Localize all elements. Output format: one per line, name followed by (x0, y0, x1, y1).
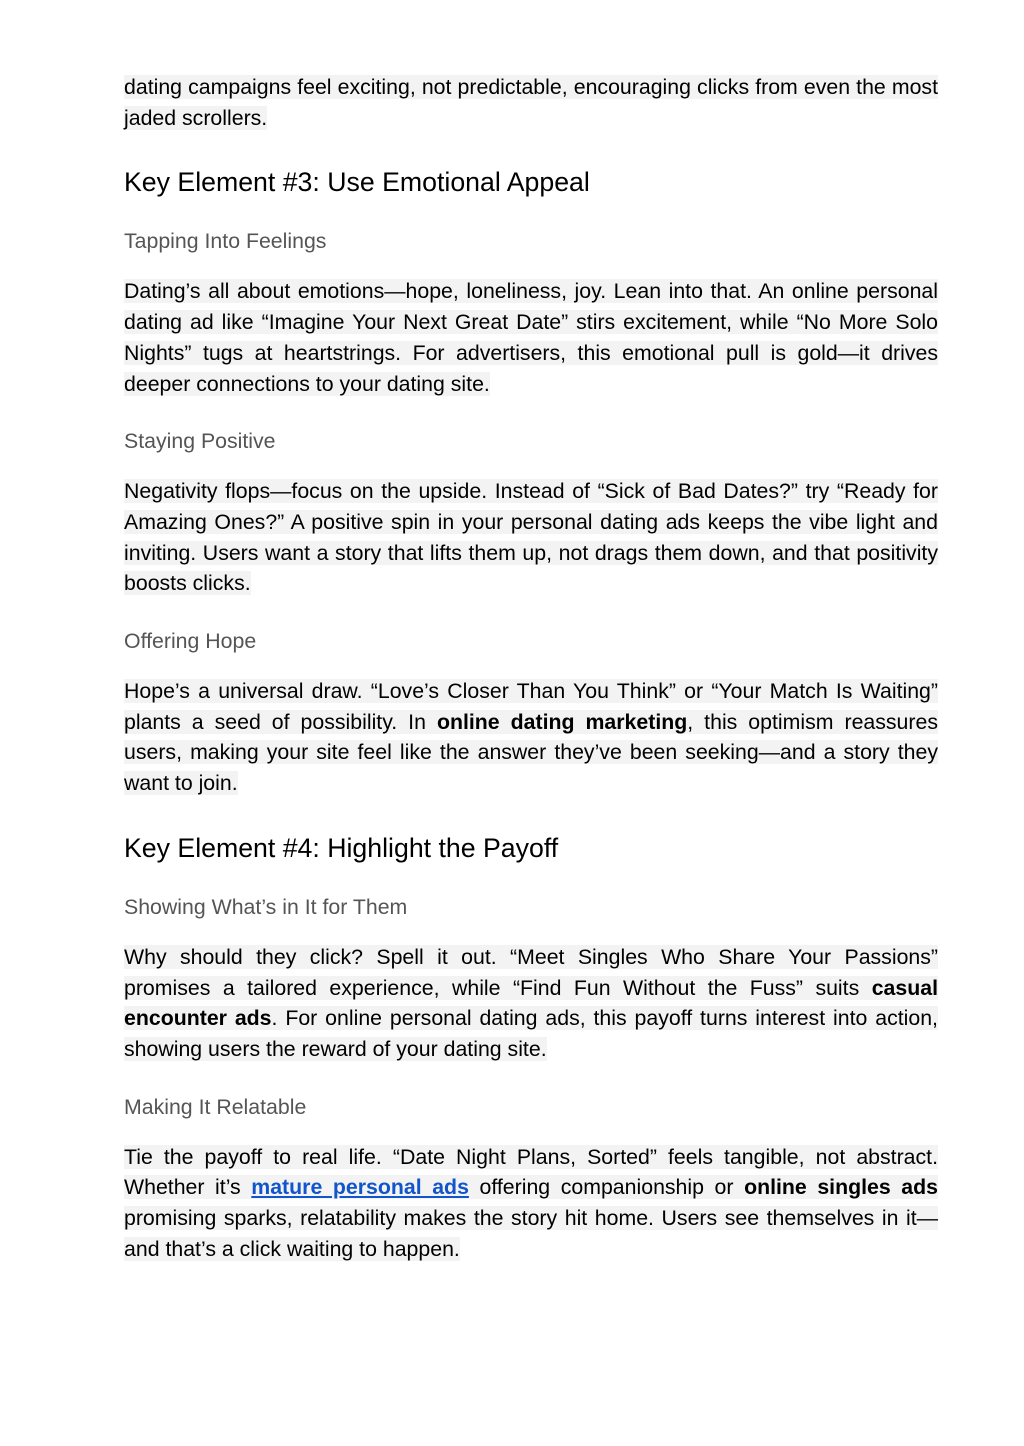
bold-keyword: casual encounter ads (124, 975, 938, 1031)
subheading-staying-positive: Staying Positive (124, 429, 276, 454)
text-segment: . For online personal dating ads, this payoff turns interest into action, showing users the reward of your dating site. (124, 1006, 938, 1061)
mature-personal-ads-link[interactable]: mature personal ads (251, 1175, 469, 1200)
intro-paragraph (124, 72, 938, 133)
intro-text: dating campaigns feel exciting, not predictable, encouraging clicks from even the most jaded scrollers. (124, 75, 938, 130)
subheading-tapping-into-feelings: Tapping Into Feelings (124, 229, 327, 254)
paragraph-text (124, 945, 938, 1061)
subheading-whats-in-it-for-them: Showing What’s in It for Them (124, 894, 408, 919)
paragraph-offering-hope (124, 676, 938, 799)
section-4-heading: Key Element #4: Highlight the Payoff (124, 832, 559, 863)
text-segment: Why should they click? Spell it out. “Meet Singles Who Share Your Passions” promises a tailored experience, while “Find Fun Without the Fuss” suits (124, 944, 938, 1000)
section-3-heading: Key Element #3: Use Emotional Appeal (124, 167, 590, 198)
bold-keyword: online singles ads (744, 1175, 938, 1200)
text-segment: Hope’s a universal draw. “Love’s Closer Than You Think” or “Your Match Is Waiting” plants a seed of possibility. In (124, 679, 938, 734)
subheading-making-it-relatable: Making It Relatable (124, 1094, 307, 1119)
paragraph-text: Negativity flops—focus on the upside. Instead of “Sick of Bad Dates?” try “Ready for Amazing Ones?” A positive spin in your personal dating ads keeps the vibe light and inviting. Users want a story that lifts them up, not drags them down, and that positivity boosts clicks. (124, 479, 938, 596)
subheading-offering-hope: Offering Hope (124, 629, 257, 654)
text-segment: Tie the payoff to real life. “Date Night Plans, Sorted” feels tangible, not abstract. Whether it’s (124, 1144, 938, 1200)
paragraph-text (124, 1145, 938, 1261)
paragraph-staying-positive (124, 476, 938, 599)
text-segment: offering companionship or (468, 1175, 745, 1200)
paragraph-whats-in-it-for-them (124, 942, 938, 1065)
text-segment: , this optimism reassures users, making your site feel like the answer they’ve been seeking—and a story they want to join. (124, 709, 938, 796)
paragraph-text: Dating’s all about emotions—hope, loneliness, joy. Lean into that. An online personal dating ad like “Imagine Your Next Great Date” stirs excitement, while “No More Solo Nights” tugs at heartstrings. For advertisers, this emotional pull is gold—it drives deeper connections to your dating site. (124, 279, 938, 396)
text-segment: promising sparks, relatability makes the story hit home. Users see themselves in it—and that’s a click waiting to happen. (124, 1206, 938, 1261)
paragraph-text (124, 679, 938, 795)
document-page (124, 72, 938, 1264)
paragraph-making-it-relatable (124, 1142, 938, 1265)
bold-keyword: online dating marketing (436, 709, 688, 734)
paragraph-tapping-into-feelings (124, 276, 938, 399)
